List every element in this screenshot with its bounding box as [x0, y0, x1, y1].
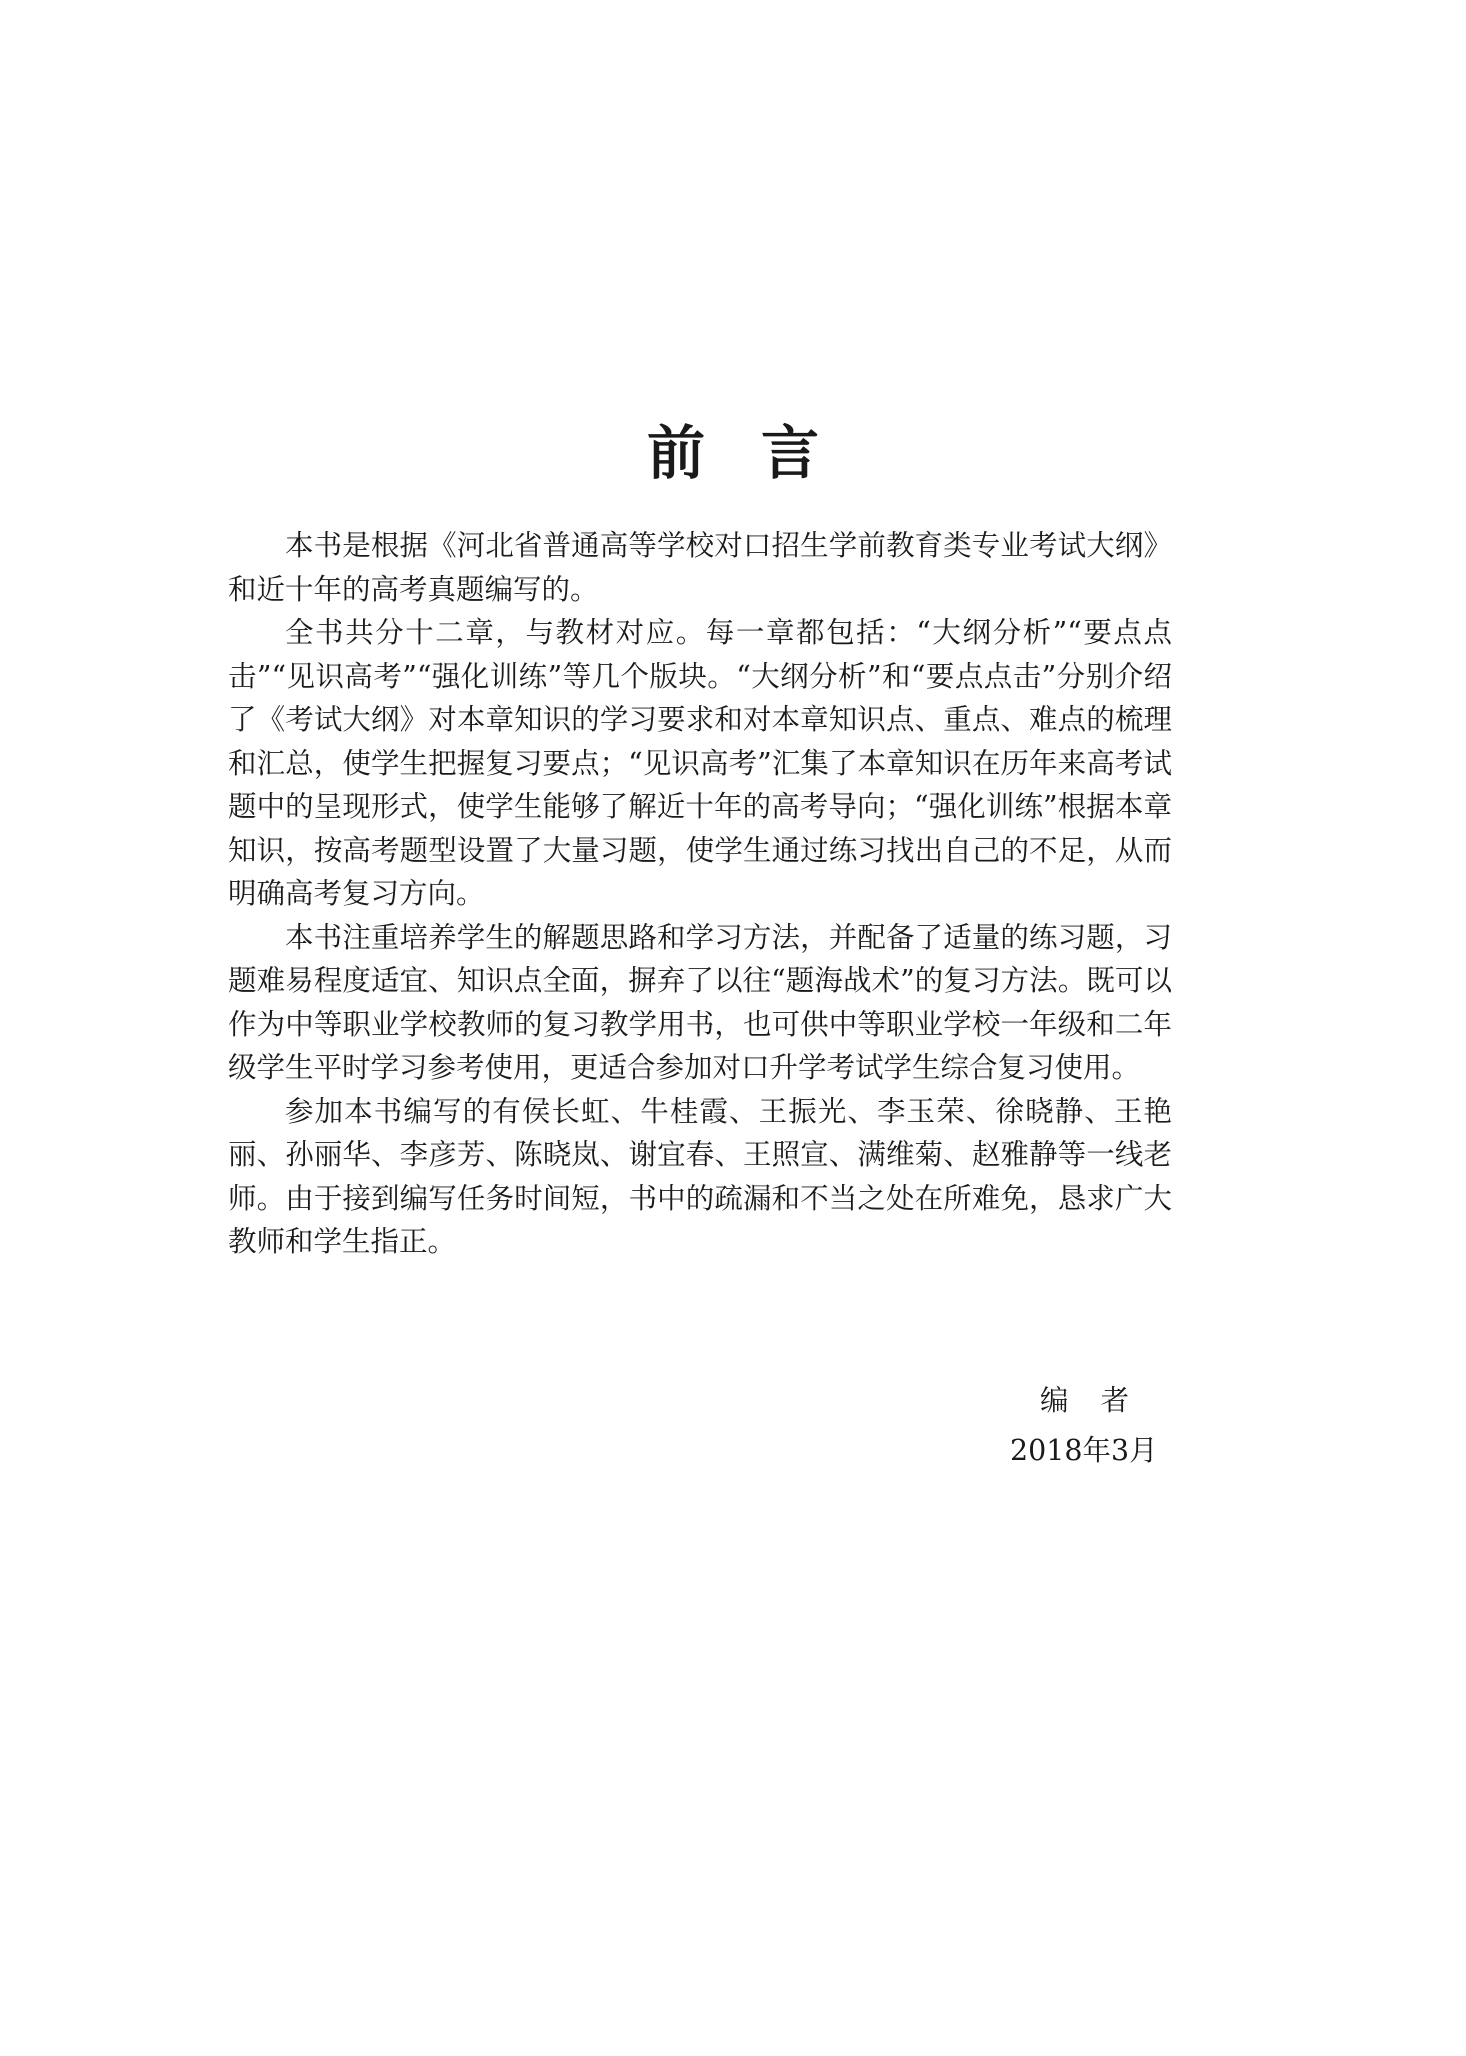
preface-body	[228, 524, 1172, 1264]
signature-date: 2018年3月	[1010, 1434, 1158, 1467]
editor-label: 编者	[1040, 1384, 1162, 1417]
paragraph-2: 全书共分十二章，与教材对应。每一章都包括：“大纲分析”“要点点击”“见识高考”“强化训练”等几个版块。“大纲分析”和“要点点击”分别介绍了《考试大纲》对本章知识的学习要求和对本章知识点、重点、难点的梳理和汇总，使学生把握复习要点；“见识高考”汇集了本章知识在历年来高考试题中的呈现形式，使学生能够了解近十年的高考导向；“强化训练”根据本章知识，按高考题型设置了大量习题，使学生通过练习找出自己的不足，从而明确高考复习方向。	[228, 616, 1172, 910]
paragraph-1: 本书是根据《河北省普通高等学校对口招生学前教育类专业考试大纲》和近十年的高考真题编写的。	[228, 529, 1172, 606]
paragraph-4: 参加本书编写的有侯长虹、牛桂霞、王振光、李玉荣、徐晓静、王艳丽、孙丽华、李彦芳、陈晓岚、谢宜春、王照宣、满维菊、赵雅静等一线老师。由于接到编写任务时间短，书中的疏漏和不当之处在所难免，恳求广大教师和学生指正。	[228, 1094, 1172, 1258]
paragraph-3: 本书注重培养学生的解题思路和学习方法，并配备了适量的练习题，习题难易程度适宜、知识点全面，摒弃了以往“题海战术”的复习方法。既可以作为中等职业学校教师的复习教学用书，也可供中等职业学校一年级和二年级学生平时学习参考使用，更适合参加对口升学考试学生综合复习使用。	[228, 920, 1172, 1084]
page-title: 前言	[646, 419, 875, 487]
